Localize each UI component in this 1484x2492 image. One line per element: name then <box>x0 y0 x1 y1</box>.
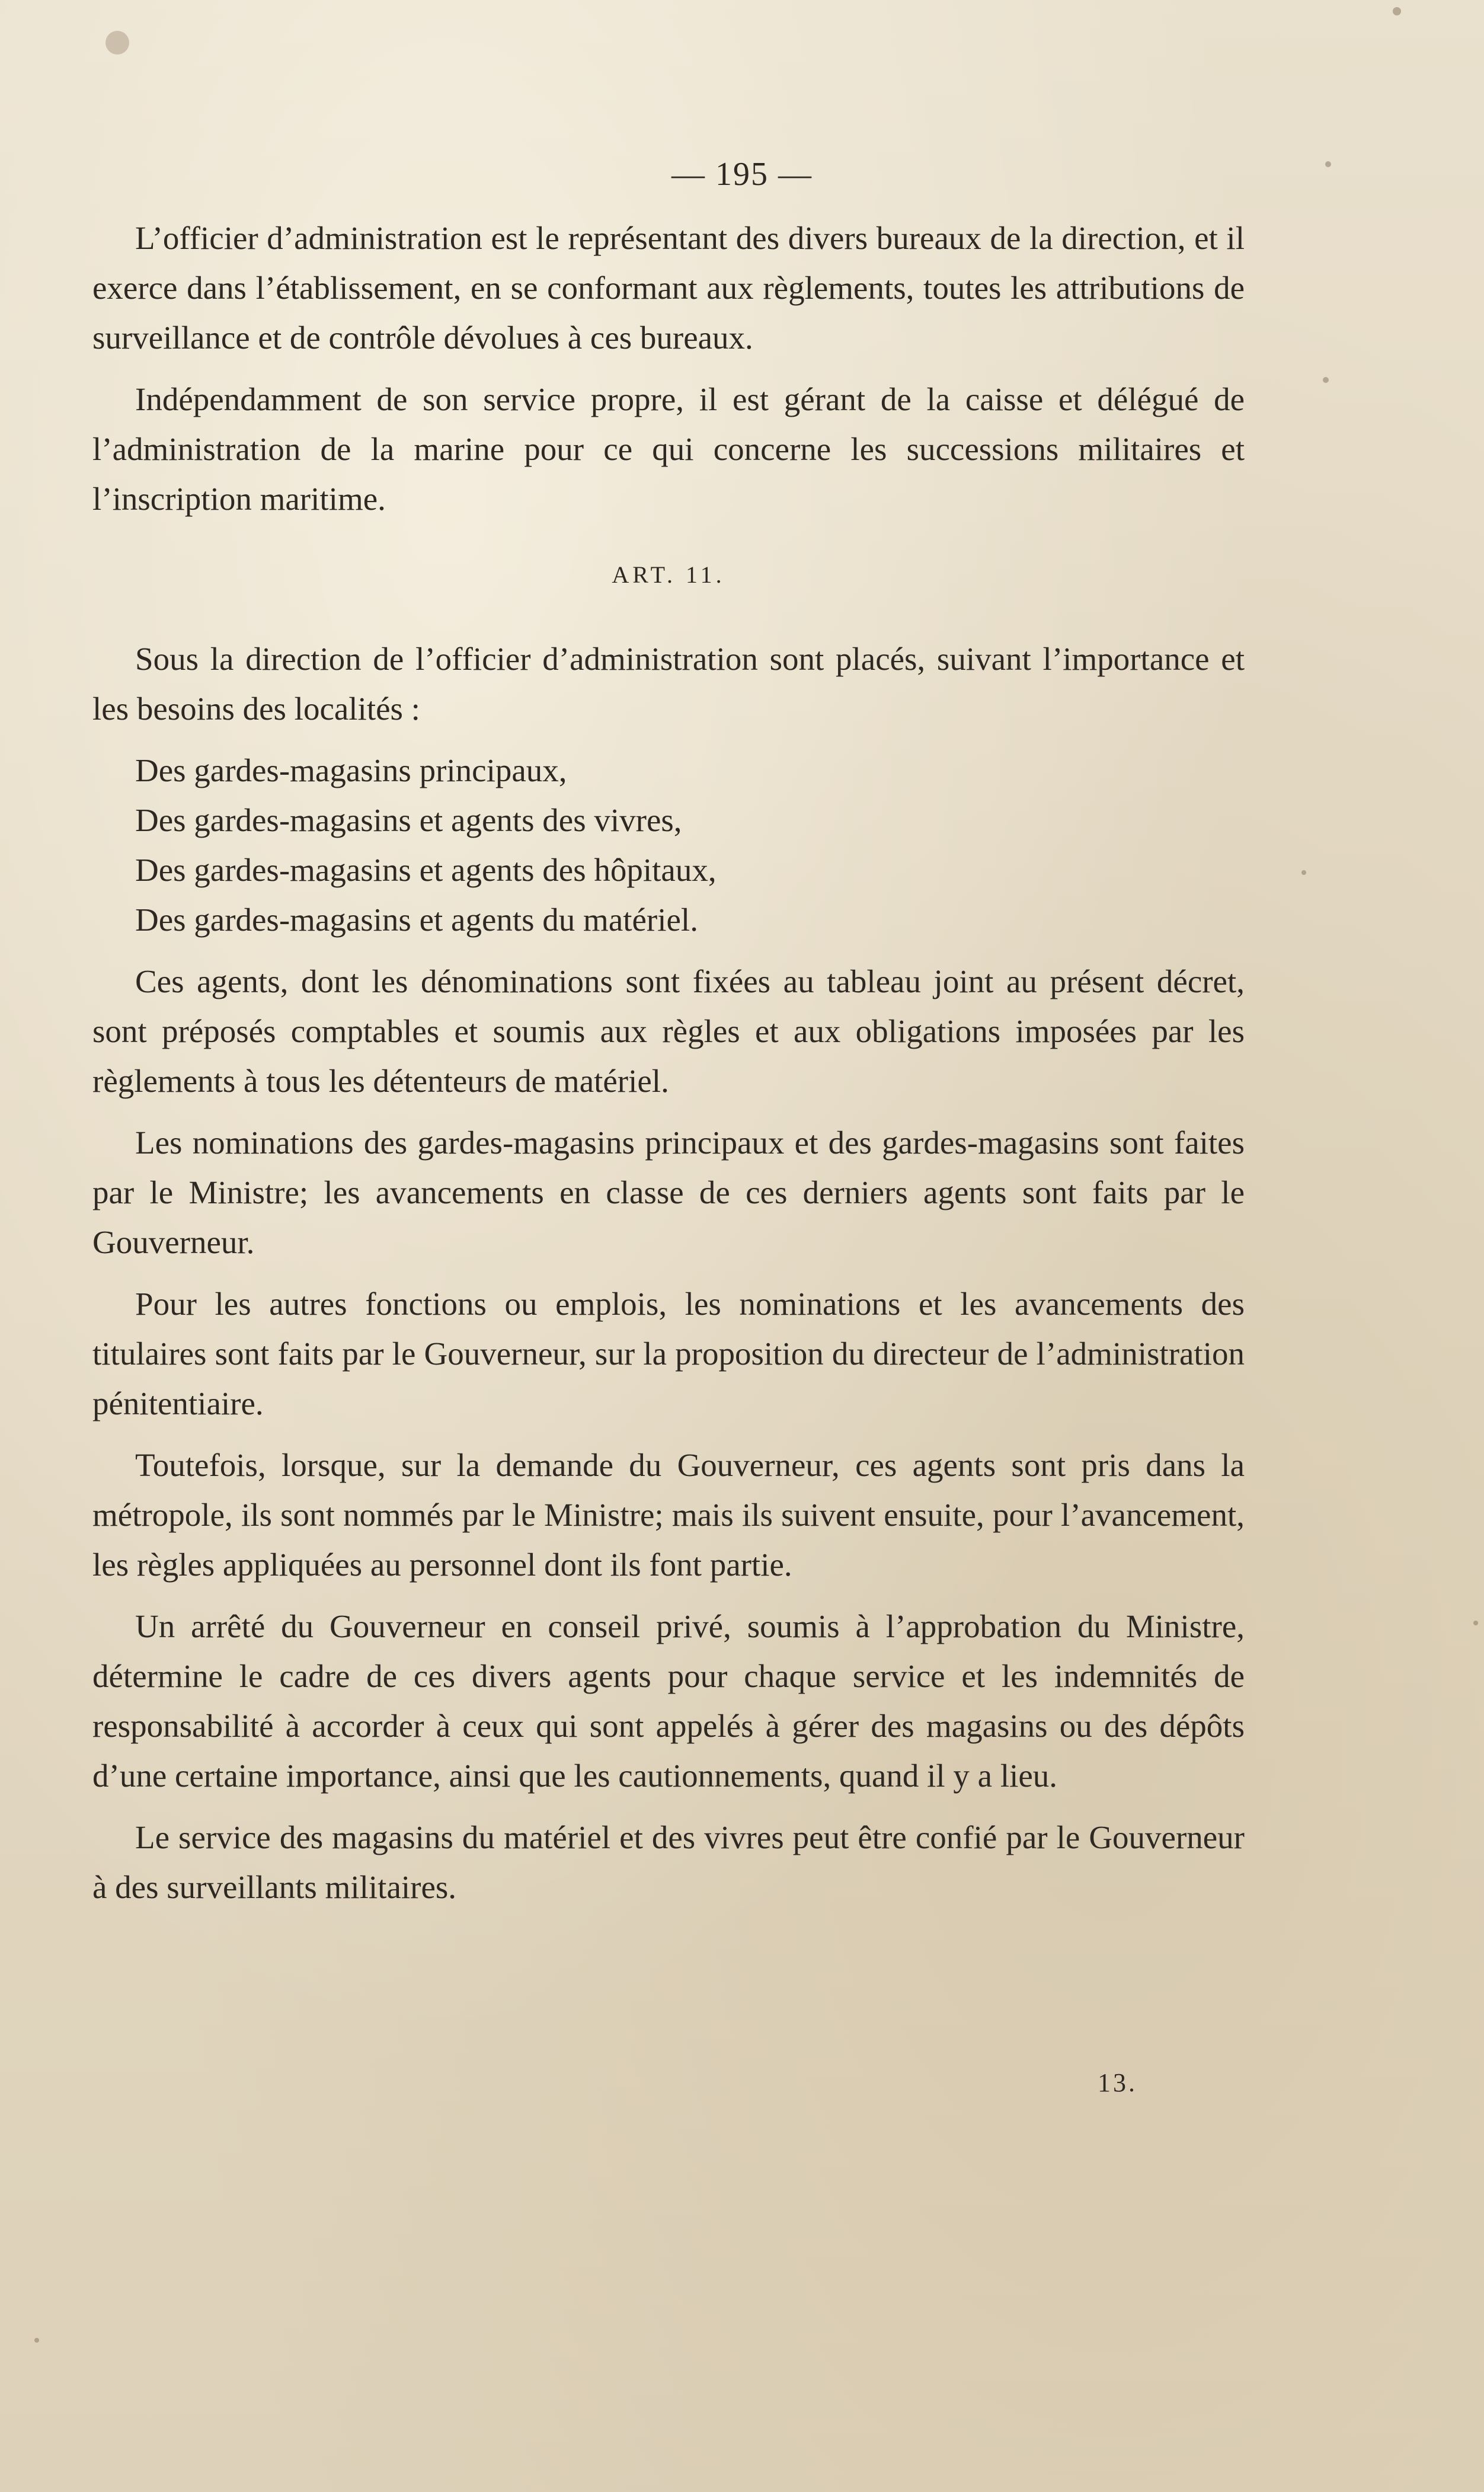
paragraph: Toutefois, lorsque, sur la demande du Gouverneur, ces agents sont pris dans la métropole, ils sont nommés par le Ministre; mais ils suivent ensuite, pour l’avancement, les règles appliquées au personnel dont ils font partie. <box>92 1447 1245 1583</box>
paragraph: Sous la direction de l’officier d’administration sont placés, suivant l’importance et les besoins des localités : <box>92 641 1245 727</box>
paper-speck <box>1301 870 1306 875</box>
paragraph: Un arrêté du Gouverneur en conseil privé, soumis à l’approbation du Ministre, détermine le cadre de ces divers agents pour chaque service et les indemnités de responsabilité à accorder à ceux qui sont appelés à gérer des magasins ou des dépôts d’une certaine importance, ainsi que les cautionnements, quand il y a lieu. <box>92 1608 1245 1794</box>
article-heading: ART. 11. <box>612 561 725 588</box>
list-item: Des gardes-magasins et agents du matériel. <box>135 902 698 938</box>
paper-speck <box>1473 1621 1478 1625</box>
paragraph: Indépendamment de son service propre, il est gérant de la caisse et délégué de l’administration de la marine pour ce qui concerne les successions militaires et l’inscription maritime. <box>92 381 1245 517</box>
page-number: — 195 — <box>671 156 813 193</box>
body-text <box>92 213 1245 1924</box>
paragraph: Ces agents, dont les dénominations sont fixées au tableau joint au présent décret, sont préposés comptables et soumis aux règles et aux obligations imposées par les règlements à tous les détenteurs de matériel. <box>92 963 1245 1099</box>
paper-speck <box>1393 7 1401 15</box>
signature-mark: 13. <box>1098 2068 1137 2097</box>
paragraph: L’officier d’administration est le représentant des divers bureaux de la direction, et il exerce dans l’établissement, en se conformant aux règlements, toutes les attributions de surveillance et de contrôle dévolues à ces bureaux. <box>92 220 1245 356</box>
list-item: Des gardes-magasins principaux, <box>135 752 567 788</box>
paper-speck <box>1323 377 1329 383</box>
paragraph: Le service des magasins du matériel et des vivres peut être confié par le Gouverneur à des surveillants militaires. <box>92 1819 1245 1905</box>
paragraph: Les nominations des gardes-magasins principaux et des gardes-magasins sont faites par le Ministre; les avancements en classe de ces derniers agents sont faits par le Gouverneur. <box>92 1124 1245 1260</box>
paragraph: Pour les autres fonctions ou emplois, les nominations et les avancements des titulaires sont faits par le Gouverneur, sur la proposition du directeur de l’administration pénitentiaire. <box>92 1286 1245 1421</box>
paper-speck <box>34 2338 39 2343</box>
list-item: Des gardes-magasins et agents des hôpitaux, <box>135 852 717 888</box>
list-item: Des gardes-magasins et agents des vivres, <box>135 802 682 838</box>
agent-list <box>92 746 1245 945</box>
paper-stain <box>105 31 129 55</box>
